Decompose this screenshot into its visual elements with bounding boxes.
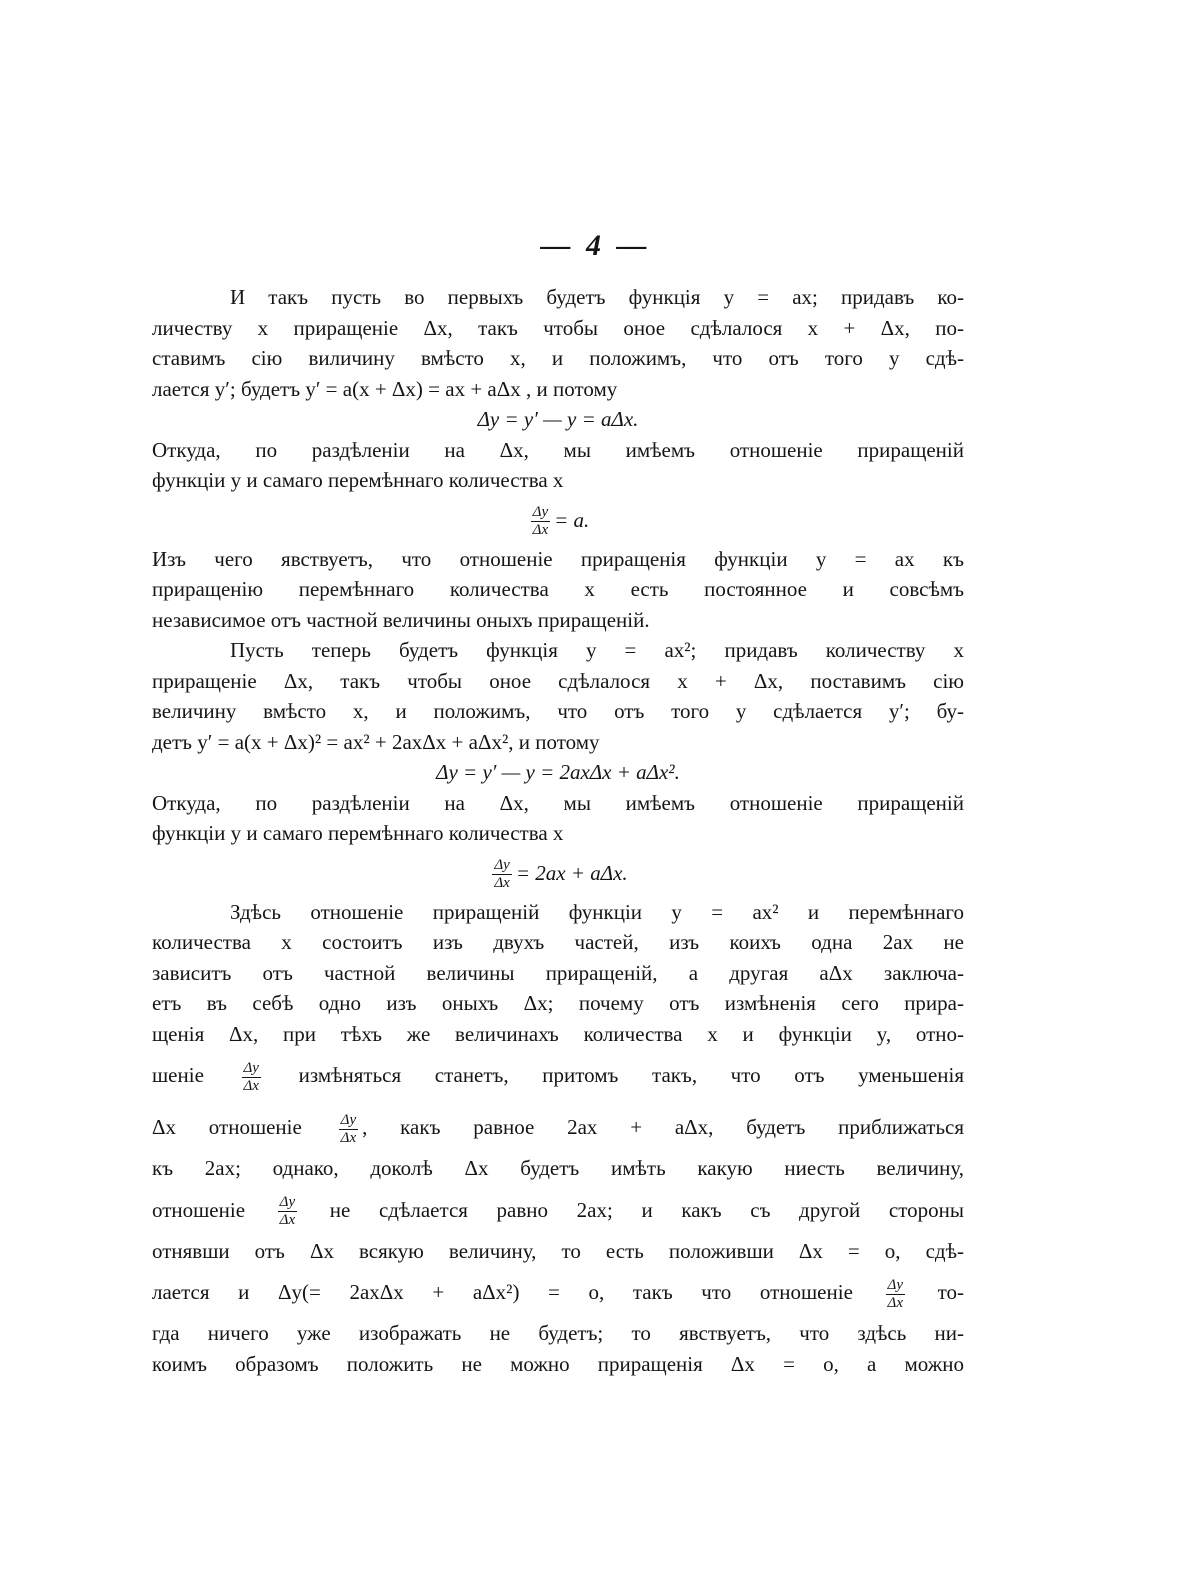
fraction-denominator: Δx <box>279 1212 296 1229</box>
text-line-with-fraction <box>152 1184 964 1236</box>
paragraph-1 <box>152 282 964 404</box>
fraction-numerator: Δy <box>887 1276 903 1293</box>
line-start: отношеніе <box>152 1197 246 1222</box>
text-line: приращеніе Δx, такъ чтобы оное сдѣлалося x + Δx, поставимъ сію <box>152 668 964 693</box>
fraction <box>242 1060 261 1095</box>
text-line: Откуда, по раздѣленіи на Δx, мы имѣемъ отношеніе приращеній <box>152 437 964 462</box>
text-line: ставимъ сію виличину вмѣсто x, и положимъ, что отъ того y сдѣ- <box>152 346 964 370</box>
text-line: коимъ образомъ положить не можно приращенія Δx = o, а можно <box>152 1351 964 1376</box>
page-body <box>152 282 964 1379</box>
fraction-denominator: Δx <box>494 875 510 892</box>
text-line: зависитъ отъ частной величины приращеній, а другая aΔx заключа- <box>152 960 964 985</box>
paragraph-6 <box>152 897 964 1380</box>
page-number: — 4 — <box>540 229 651 262</box>
text-line: гда ничего уже изображать не будетъ; то явствуетъ, что здѣсь ни- <box>152 1321 964 1345</box>
text-line: отнявши отъ Δx всякую величину, то есть положивши Δx = o, сдѣ- <box>152 1238 964 1263</box>
line-end: то- <box>937 1280 965 1304</box>
text-line: щенія Δx, при тѣхъ же величинахъ количества x и функціи y, отно- <box>152 1021 964 1046</box>
formula-rest: = 2ax + aΔx. <box>515 860 628 885</box>
line-end: измѣняться станетъ, притомъ такъ, что отъ уменьшенія <box>298 1063 964 1087</box>
line-end: , какъ равное 2ax + aΔx, будетъ приближаться <box>362 1115 965 1139</box>
text-line: къ 2ax; однако, доколѣ Δx будетъ имѣть какую ниесть величину, <box>152 1156 964 1180</box>
text-line: лается y′; будетъ y′ = a(x + Δx) = ax + aΔx , и потому <box>152 376 618 401</box>
formula-4 <box>152 849 964 897</box>
fraction-denominator: Δx <box>532 522 549 539</box>
line-end: не сдѣлается равно 2ax; и какъ съ другой стороны <box>329 1197 965 1222</box>
paragraph-2 <box>152 435 964 496</box>
text-line-with-fraction <box>152 1266 964 1318</box>
paragraph-3 <box>152 544 964 636</box>
fraction-denominator: Δx <box>340 1129 357 1146</box>
text-line: Пусть теперь будетъ функція y = ax²; придавъ количеству x <box>230 638 964 662</box>
formula-2 <box>152 496 964 544</box>
text-line: И такъ пусть во первыхъ будетъ функція y = ax; придавъ ко- <box>230 285 964 309</box>
fraction <box>531 504 550 539</box>
text-line: Здѣсь отношеніе приращеній функціи y = ax² и перемѣннаго <box>230 899 964 924</box>
text-line: личеству x приращеніе Δx, такъ чтобы оное сдѣлалося x + Δx, по- <box>152 315 964 340</box>
fraction-denominator: Δx <box>887 1294 903 1311</box>
formula-3: Δy = y′ — y = 2axΔx + aΔx². <box>436 760 680 784</box>
line-start: лается и Δy(= 2axΔx + aΔx²) = o, такъ что отношеніе <box>152 1280 853 1304</box>
text-line: Откуда, по раздѣленіи на Δx, мы имѣемъ отношеніе приращеній <box>152 790 964 815</box>
fraction-numerator: Δy <box>243 1059 259 1076</box>
formula-1: Δy = y′ — y = aΔx. <box>477 407 639 431</box>
text-line: Изъ чего явствуетъ, что отношеніе приращенія функціи y = ax къ <box>152 546 964 571</box>
text-line-with-fraction <box>152 1101 964 1153</box>
fraction <box>886 1277 905 1312</box>
text-line: величину вмѣсто x, и положимъ, что отъ того y сдѣлается y′; бу- <box>152 699 964 723</box>
fraction <box>278 1194 297 1229</box>
paragraph-4 <box>152 635 964 757</box>
text-line: детъ y′ = a(x + Δx)² = ax² + 2axΔx + aΔx², и потому <box>152 729 600 754</box>
fraction <box>339 1112 358 1147</box>
text-line-with-fraction <box>152 1049 964 1101</box>
text-line: независимое отъ частной величины оныхъ приращеній. <box>152 607 650 632</box>
text-line: функціи y и самаго перемѣннаго количества x <box>152 468 564 492</box>
fraction <box>492 857 511 892</box>
text-line: количества x состоитъ изъ двухъ частей, изъ коихъ одна 2ax не <box>152 930 964 954</box>
fraction-denominator: Δx <box>243 1077 259 1094</box>
fraction-numerator: Δy <box>279 1194 296 1211</box>
fraction-numerator: Δy <box>494 857 510 874</box>
text-line: приращенію перемѣннаго количества x есть постоянное и совсѣмъ <box>152 577 964 601</box>
text-line: функціи y и самаго перемѣннаго количества x <box>152 821 564 845</box>
fraction-numerator: Δy <box>340 1111 357 1128</box>
fraction-numerator: Δy <box>532 504 549 521</box>
paragraph-5 <box>152 788 964 849</box>
line-start: Δx отношеніе <box>152 1115 302 1139</box>
text-line: етъ въ себѣ одно изъ оныхъ Δx; почему отъ измѣненія сего прира- <box>152 991 964 1015</box>
formula-rest: = a. <box>554 507 590 532</box>
line-start: шеніе <box>152 1063 204 1087</box>
